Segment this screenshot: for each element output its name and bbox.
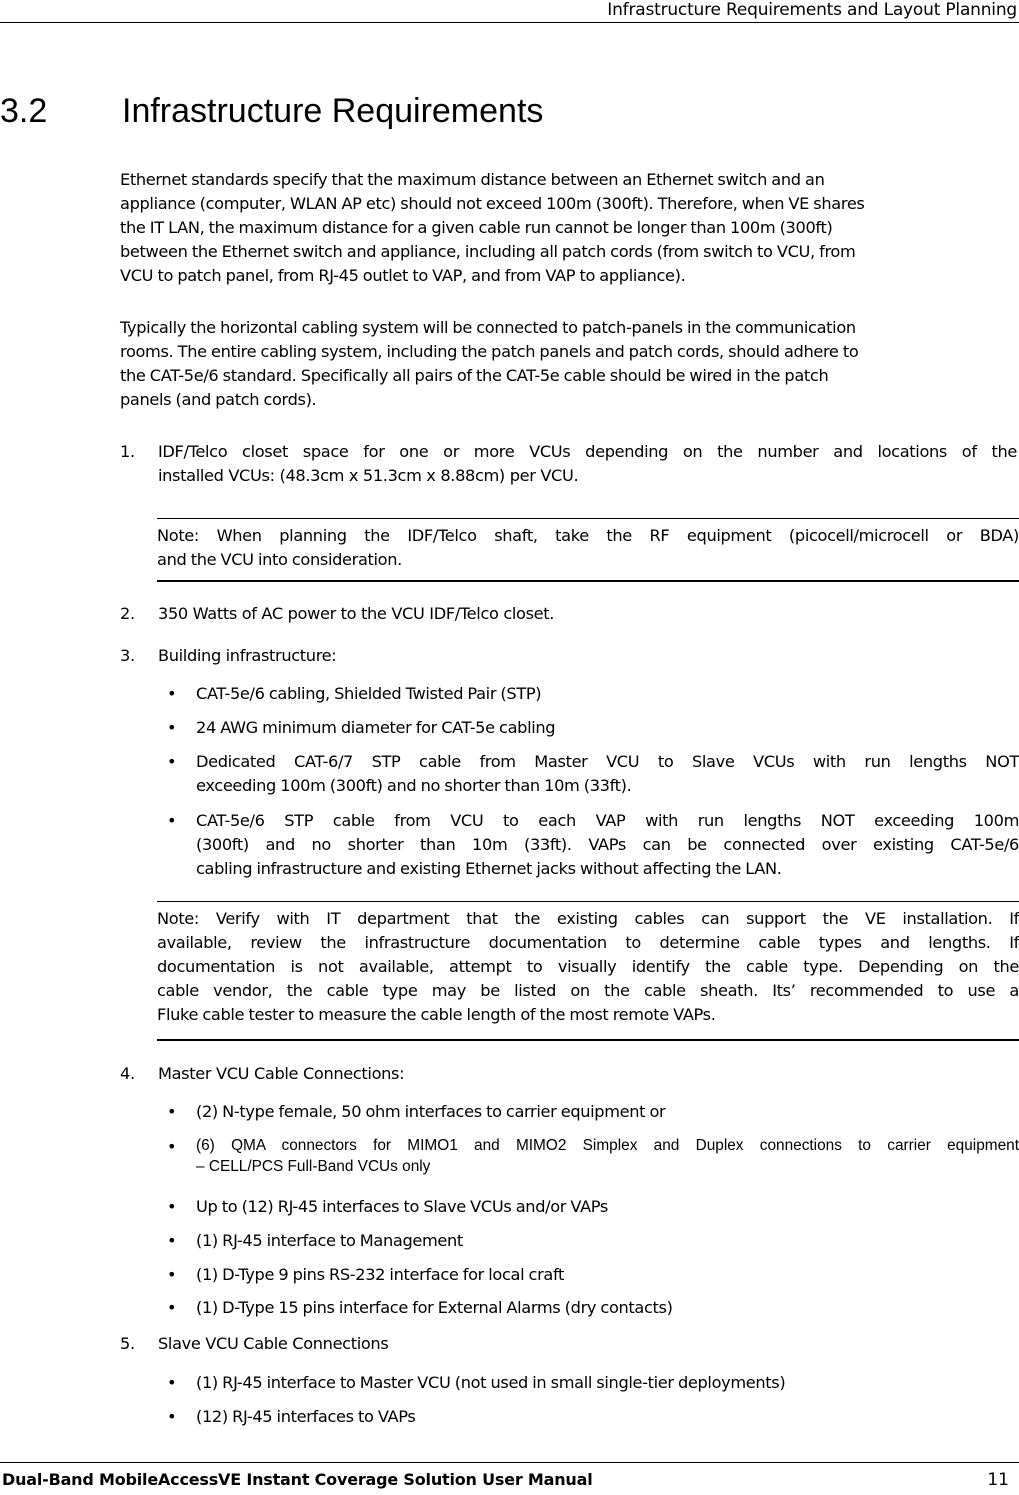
bullet-icon: •: [167, 1407, 177, 1426]
paragraph-line: Typically the horizontal cabling system will be connected to patch-panels in the communication: [120, 318, 856, 337]
paragraph-line: panels (and patch cords).: [120, 390, 317, 409]
bullet-line: (2) N-type female, 50 ohm interfaces to carrier equipment or: [196, 1102, 666, 1121]
bullet-line: (1) RJ-45 interface to Management: [196, 1231, 463, 1250]
bullet-icon: •: [167, 1102, 177, 1121]
bullet-icon: •: [167, 1137, 177, 1156]
paragraph-line: Ethernet standards specify that the maximum distance between an Ethernet switch and an: [120, 170, 825, 189]
paragraph: [120, 168, 1017, 288]
paragraph-line: VCU to patch panel, from RJ-45 outlet to VAP, and from VAP to appliance).: [120, 266, 686, 285]
bullet-line: – CELL/PCS Full-Band VCUs only: [196, 1158, 431, 1175]
page-number: 11: [987, 1470, 1009, 1490]
list-number: 5.: [120, 1334, 135, 1353]
manual-title: Dual-Band MobileAccessVE Instant Coverage Solution User Manual: [2, 1470, 593, 1489]
list-number: 3.: [120, 646, 135, 665]
bullet-icon: •: [167, 1197, 177, 1216]
note-line: and the VCU into consideration.: [157, 550, 402, 569]
bullet-line: (1) D-Type 9 pins RS-232 interface for local craft: [196, 1265, 565, 1284]
section-number: 3.2: [0, 92, 48, 130]
page-header: [0, 0, 1019, 23]
list-item-line: Slave VCU Cable Connections: [158, 1334, 389, 1353]
list-item-line: installed VCUs: (48.3cm x 51.3cm x 8.88cm) per VCU.: [158, 466, 579, 485]
note-line: documentation is not available, attempt to visually identify the cable type. Depending on the: [157, 957, 1019, 976]
list-item-line: Master VCU Cable Connections:: [158, 1064, 405, 1083]
paragraph-line: between the Ethernet switch and appliance, including all patch cords (from switch to VCU, from: [120, 242, 856, 261]
note-box: [157, 518, 1019, 582]
bullet-icon: •: [167, 718, 177, 737]
list-item-line: Building infrastructure:: [158, 646, 337, 665]
bullet-icon: •: [167, 684, 177, 703]
bullet-line: exceeding 100m (300ft) and no shorter than 10m (33ft).: [196, 776, 632, 795]
section-heading: [0, 91, 543, 131]
bullet-icon: •: [167, 1231, 177, 1250]
section-title: Infrastructure Requirements: [122, 92, 544, 130]
paragraph-line: appliance (computer, WLAN AP etc) should not exceed 100m (300ft). Therefore, when VE shares: [120, 194, 865, 213]
note-line: cable vendor, the cable type may be listed on the cable sheath. Its’ recommended to use a: [157, 981, 1019, 1000]
paragraph-line: the CAT-5e/6 standard. Specifically all pairs of the CAT-5e cable should be wired in the patch: [120, 366, 829, 385]
bullet-icon: •: [167, 811, 177, 830]
bullet-icon: •: [167, 1265, 177, 1284]
list-number: 2.: [120, 604, 135, 623]
bullet-line: (1) D-Type 15 pins interface for External Alarms (dry contacts): [196, 1298, 673, 1317]
bullet-line: 24 AWG minimum diameter for CAT-5e cabling: [196, 718, 556, 737]
bullet-line: (6) QMA connectors for MIMO1 and MIMO2 Simplex and Duplex connections to carrier equipment: [196, 1137, 1019, 1154]
bullet-line: Dedicated CAT-6/7 STP cable from Master VCU to Slave VCUs with run lengths NOT: [196, 752, 1019, 771]
note-line: Note: When planning the IDF/Telco shaft, take the RF equipment (picocell/microcell or BDA): [157, 526, 1019, 545]
bullet-icon: •: [167, 752, 177, 771]
note-line: available, review the infrastructure documentation to determine cable types and lengths. If: [157, 933, 1019, 952]
list-item-line: IDF/Telco closet space for one or more VCUs depending on the number and locations of the: [158, 442, 1017, 461]
page-footer: [0, 1462, 1019, 1495]
list-number: 1.: [120, 442, 135, 461]
bullet-line: CAT-5e/6 cabling, Shielded Twisted Pair (STP): [196, 684, 542, 703]
note-line: Fluke cable tester to measure the cable length of the most remote VAPs.: [157, 1005, 716, 1024]
bullet-line: Up to (12) RJ-45 interfaces to Slave VCUs and/or VAPs: [196, 1197, 609, 1216]
list-number: 4.: [120, 1064, 135, 1083]
bullet-icon: •: [167, 1373, 177, 1392]
note-box: [157, 901, 1019, 1041]
bullet-line: (12) RJ-45 interfaces to VAPs: [196, 1407, 416, 1426]
bullet-line: (300ft) and no shorter than 10m (33ft). VAPs can be connected over existing CAT-5e/6: [196, 835, 1019, 854]
paragraph-line: rooms. The entire cabling system, including the patch panels and patch cords, should adhere to: [120, 342, 859, 361]
list-item-line: 350 Watts of AC power to the VCU IDF/Telco closet.: [158, 604, 555, 623]
paragraph-line: the IT LAN, the maximum distance for a given cable run cannot be longer than 100m (300ft): [120, 218, 833, 237]
bullet-line: (1) RJ-45 interface to Master VCU (not used in small single-tier deployments): [196, 1373, 786, 1392]
bullet-line: CAT-5e/6 STP cable from VCU to each VAP with run lengths NOT exceeding 100m: [196, 811, 1019, 830]
header-title: Infrastructure Requirements and Layout Planning: [607, 0, 1017, 20]
bullet-line: cabling infrastructure and existing Ethernet jacks without affecting the LAN.: [196, 859, 782, 878]
note-line: Note: Verify with IT department that the existing cables can support the VE installation. If: [157, 909, 1019, 928]
paragraph: [120, 316, 1017, 412]
bullet-icon: •: [167, 1298, 177, 1317]
